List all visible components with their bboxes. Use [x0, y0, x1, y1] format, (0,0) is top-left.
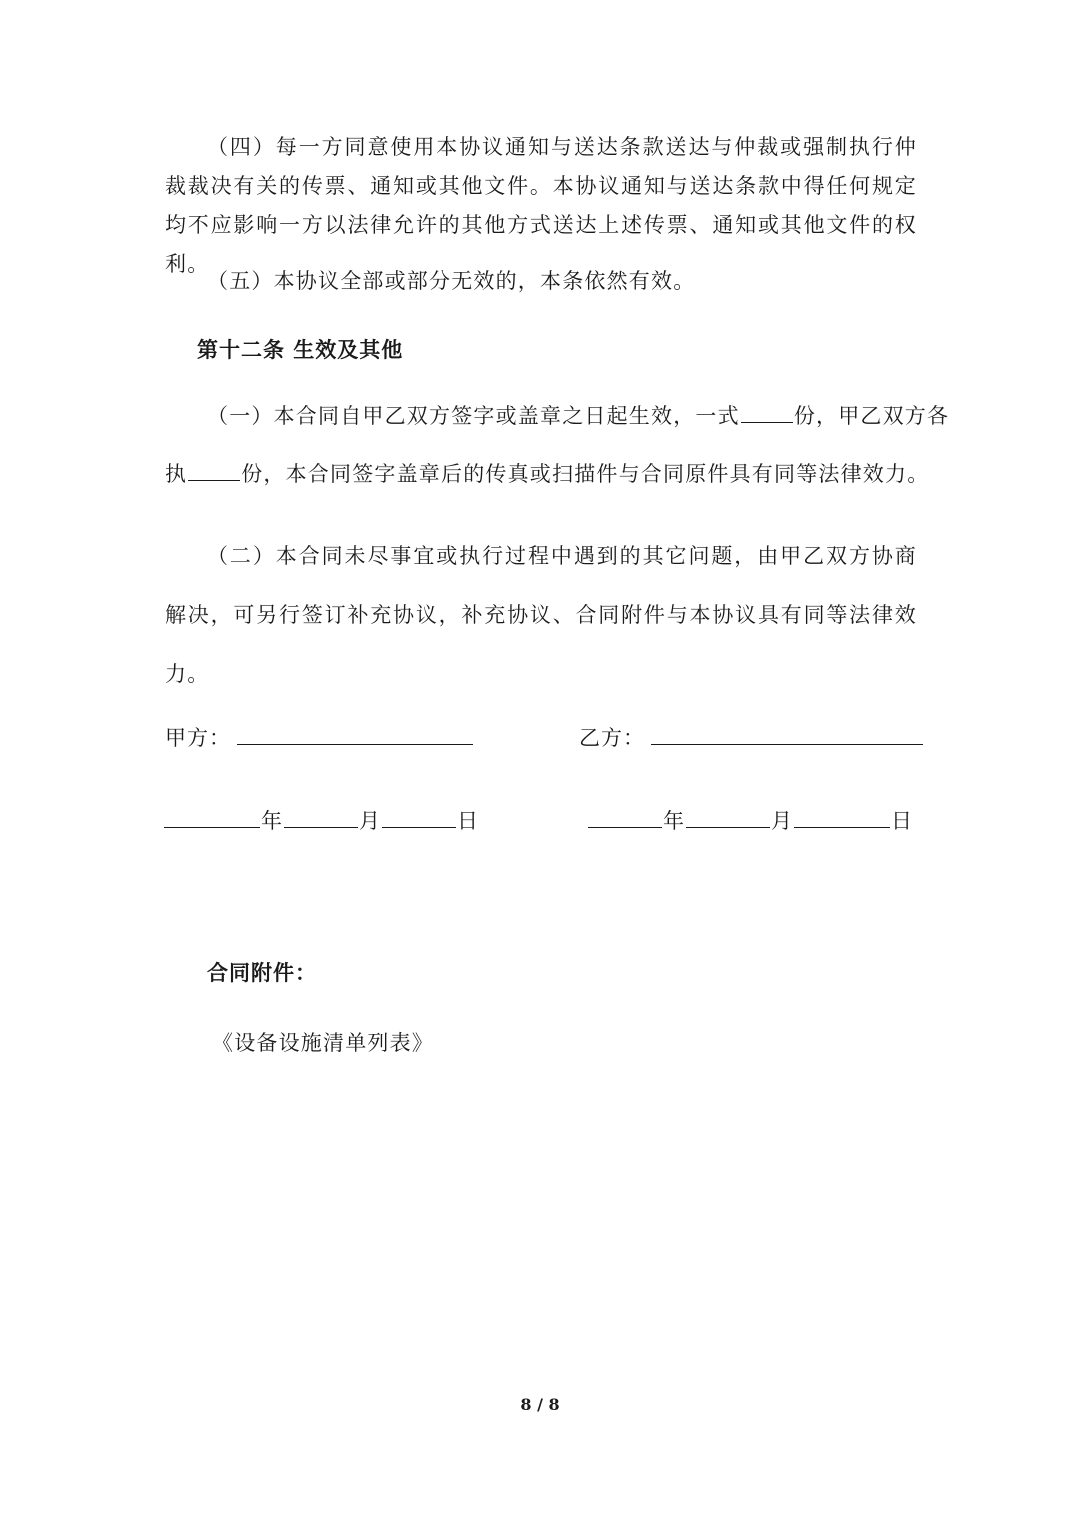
- clause-five: （五）本协议全部或部分无效的，本条依然有效。: [207, 269, 696, 293]
- party-b-row: [579, 722, 924, 752]
- party-a-year-blank[interactable]: [164, 826, 260, 828]
- article-12-paragraph-1-line-2: [165, 458, 929, 488]
- party-b-label: 乙方：: [579, 726, 645, 750]
- copies-each-blank[interactable]: [188, 479, 240, 481]
- article-12-heading: 第十二条 生效及其他: [197, 338, 404, 362]
- party-b-year-blank[interactable]: [588, 826, 662, 828]
- party-b-day-label: 日: [891, 809, 913, 833]
- attachment-item: 《设备设施清单列表》: [212, 1031, 434, 1055]
- party-a-day-blank[interactable]: [382, 826, 456, 828]
- copies-total-blank[interactable]: [741, 421, 793, 423]
- party-a-label: 甲方：: [165, 726, 231, 750]
- party-b-day-blank[interactable]: [794, 826, 890, 828]
- article-12-p1-text-b: 份，甲乙双方各: [793, 404, 950, 428]
- party-a-row: [165, 722, 474, 752]
- party-b-year-label: 年: [663, 809, 685, 833]
- article-12-paragraph-2: （二）本合同未尽事宜或执行过程中遇到的其它问题，由甲乙双方协商解决，可另行签订补充协议，补充协议、合同附件与本协议具有同等法律效力。: [165, 544, 917, 686]
- party-a-date-row: [163, 805, 479, 835]
- article-12-paragraph-1-line-1: [207, 400, 949, 430]
- party-b-month-label: 月: [771, 809, 793, 833]
- clause-four: （四）每一方同意使用本协议通知与送达条款送达与仲裁或强制执行仲裁裁决有关的传票、通知或其他文件。本协议通知与送达条款中得任何规定均不应影响一方以法律允许的其他方式送达上述传票、通知或其他文件的权利。: [165, 135, 917, 276]
- party-a-day-label: 日: [457, 809, 479, 833]
- article-12-p1-text-d: 份，本合同签字盖章后的传真或扫描件与合同原件具有同等法律效力。: [241, 462, 930, 486]
- article-12-p1-text-a: （一）本合同自甲乙双方签字或盖章之日起生效，一式: [207, 404, 740, 428]
- party-a-year-label: 年: [261, 809, 283, 833]
- party-b-month-blank[interactable]: [686, 826, 770, 828]
- party-a-month-blank[interactable]: [284, 826, 358, 828]
- attachments-heading: 合同附件：: [207, 961, 317, 985]
- party-b-date-row: [587, 805, 913, 835]
- article-12-p1-text-c: 执: [165, 462, 188, 486]
- page-number: 8 / 8: [520, 1395, 560, 1414]
- party-b-signature-line[interactable]: [651, 743, 923, 745]
- party-a-signature-line[interactable]: [237, 743, 473, 745]
- party-a-month-label: 月: [359, 809, 381, 833]
